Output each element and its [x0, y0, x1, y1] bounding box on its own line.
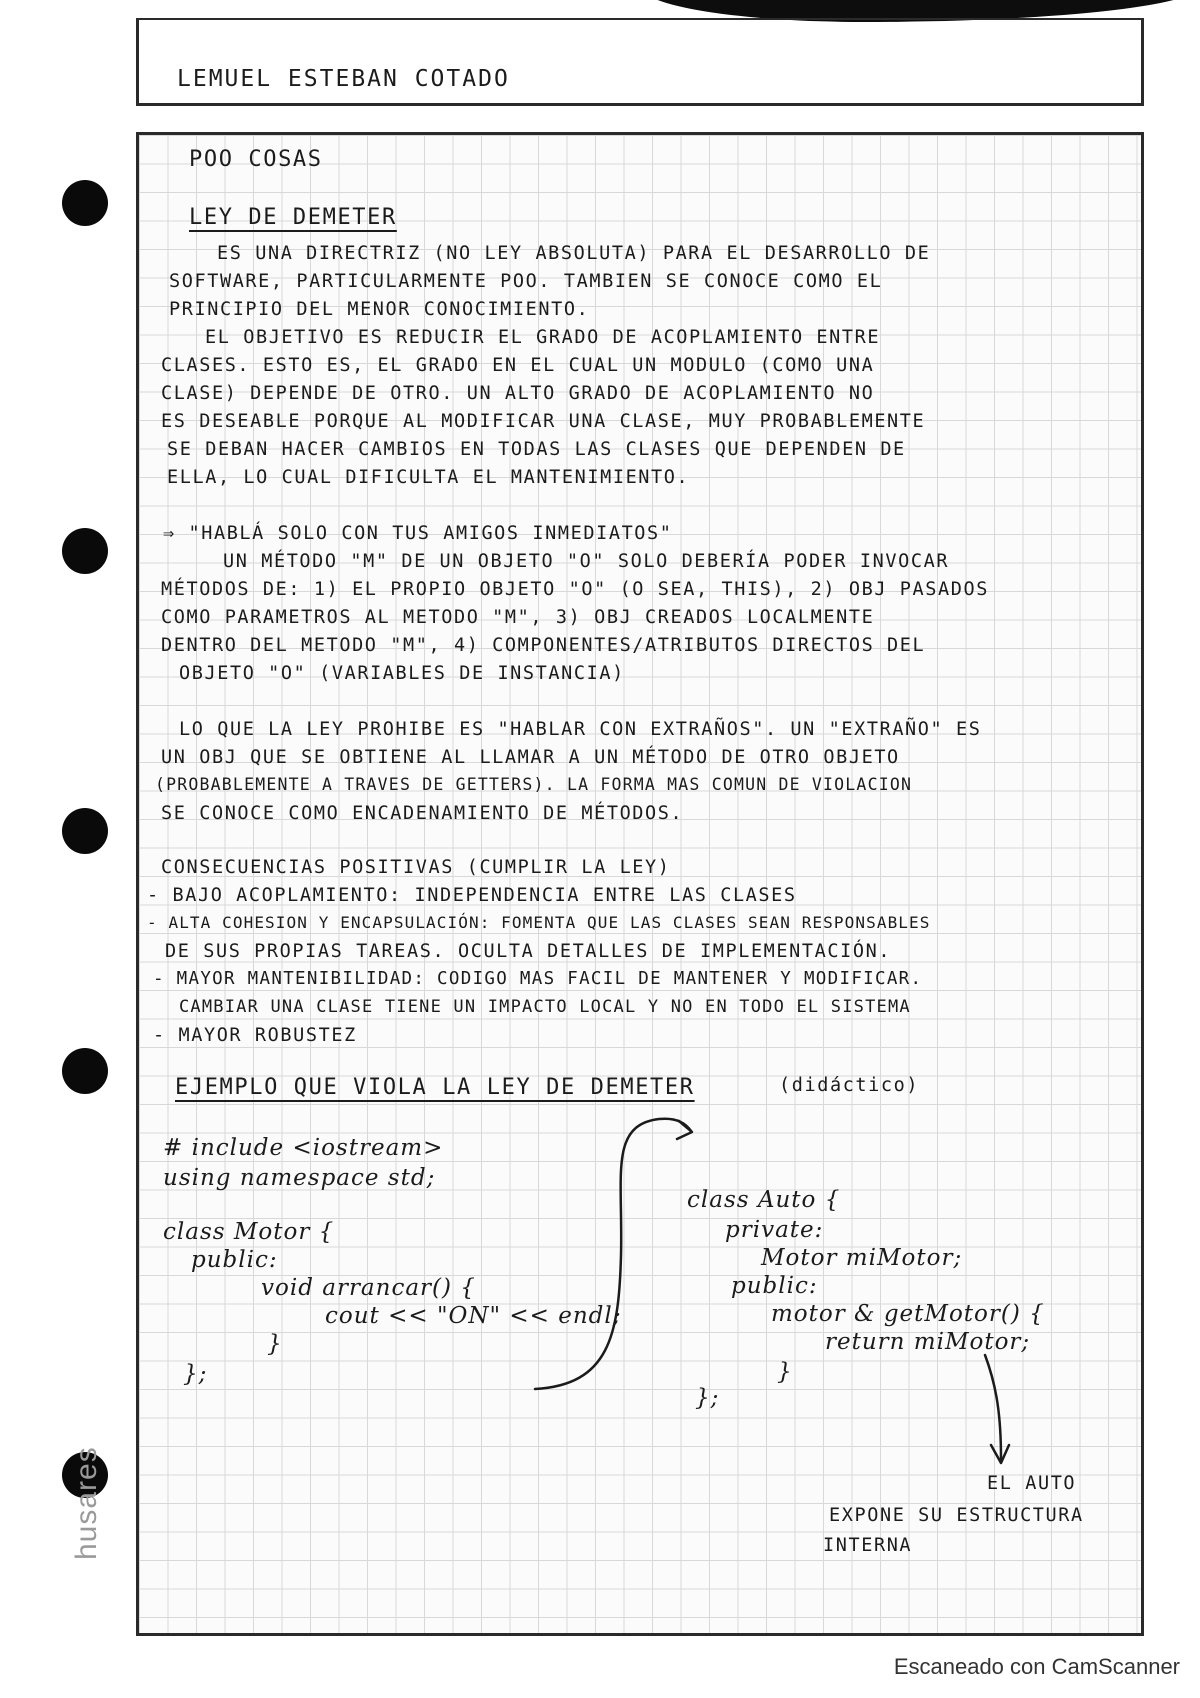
- code-line: class Auto {: [687, 1187, 841, 1213]
- hand-drawn-arrows: [139, 135, 1141, 1633]
- consequence-item: - MAYOR MANTENIBILIDAD: CODIGO MAS FACIL DE MANTENER Y MODIFICAR.: [153, 969, 923, 989]
- text-line: SOFTWARE, PARTICULARMENTE POO. TAMBIEN SE CONOCE COMO EL: [169, 271, 883, 292]
- code-line: };: [695, 1385, 720, 1411]
- page-title: POO COSAS: [189, 147, 323, 172]
- binder-hole: [62, 808, 108, 854]
- grid-notebook-page: [136, 132, 1144, 1636]
- text-line: (PROBABLEMENTE A TRAVES DE GETTERS). LA FORMA MAS COMUN DE VIOLACION: [155, 775, 913, 794]
- example-heading: EJEMPLO QUE VIOLA LA LEY DE DEMETER: [175, 1075, 695, 1100]
- consequences-heading: CONSECUENCIAS POSITIVAS (CUMPLIR LA LEY): [161, 857, 671, 878]
- section-heading: LEY DE DEMETER: [189, 205, 397, 230]
- consequence-item: - ALTA COHESION Y ENCAPSULACIÓN: FOMENTA QUE LAS CLASES SEAN RESPONSABLES: [147, 913, 931, 932]
- code-line: }: [267, 1331, 283, 1357]
- code-line: class Motor {: [163, 1219, 335, 1245]
- code-line: }: [777, 1359, 793, 1385]
- annotation-line: EL AUTO: [987, 1473, 1077, 1494]
- code-line: void arrancar() {: [261, 1275, 476, 1301]
- text-line: OBJETO "O" (VARIABLES DE INSTANCIA): [179, 663, 625, 684]
- text-line: SE CONOCE COMO ENCADENAMIENTO DE MÉTODOS.: [161, 803, 684, 824]
- text-line: ⇒ "HABLÁ SOLO CON TUS AMIGOS INMEDIATOS": [163, 523, 673, 544]
- camscanner-label: Escaneado con CamScanner: [893, 1654, 1180, 1679]
- binder-hole: [62, 528, 108, 574]
- binder-hole: [62, 1048, 108, 1094]
- text-line: DENTRO DEL METODO "M", 4) COMPONENTES/ATRIBUTOS DIRECTOS DEL: [161, 635, 926, 656]
- text-line: ES UNA DIRECTRIZ (NO LEY ABSOLUTA) PARA EL DESARROLLO DE: [217, 243, 931, 264]
- code-line: motor & getMotor() {: [771, 1301, 1045, 1327]
- consequence-item: - MAYOR ROBUSTEZ: [153, 1025, 357, 1046]
- text-line: CLASE) DEPENDE DE OTRO. UN ALTO GRADO DE ACOPLAMIENTO NO: [161, 383, 875, 404]
- consequence-item: - BAJO ACOPLAMIENTO: INDEPENDENCIA ENTRE LAS CLASES: [147, 885, 797, 906]
- consequence-item: DE SUS PROPIAS TAREAS. OCULTA DETALLES DE IMPLEMENTACIÓN.: [165, 941, 892, 962]
- notebook-brand: husares: [70, 1446, 103, 1560]
- text-line: COMO PARAMETROS AL METODO "M", 3) OBJ CREADOS LOCALMENTE: [161, 607, 875, 628]
- text-line: UN MÉTODO "M" DE UN OBJETO "O" SOLO DEBERÍA PODER INVOCAR: [223, 551, 950, 572]
- code-line: using namespace std;: [163, 1165, 436, 1191]
- text-line: SE DEBAN HACER CAMBIOS EN TODAS LAS CLASES QUE DEPENDEN DE: [167, 439, 906, 460]
- code-line: Motor miMotor;: [761, 1245, 963, 1271]
- author-name: LEMUEL ESTEBAN COTADO: [177, 66, 510, 92]
- code-line: private:: [725, 1217, 824, 1243]
- text-line: UN OBJ QUE SE OBTIENE AL LLAMAR A UN MÉTODO DE OTRO OBJETO: [161, 747, 900, 768]
- text-line: MÉTODOS DE: 1) EL PROPIO OBJETO "O" (O SEA, THIS), 2) OBJ PASADOS: [161, 579, 989, 600]
- example-note: (didáctico): [779, 1075, 920, 1096]
- annotation-line: EXPONE SU ESTRUCTURA: [829, 1505, 1084, 1526]
- text-line: LO QUE LA LEY PROHIBE ES "HABLAR CON EXTRAÑOS". UN "EXTRAÑO" ES: [179, 719, 982, 740]
- code-line: };: [183, 1361, 208, 1387]
- code-line: # include <iostream>: [163, 1135, 444, 1161]
- code-line: cout << "ON" << endl;: [325, 1303, 622, 1329]
- code-line: return miMotor;: [825, 1329, 1031, 1355]
- text-line: CLASES. ESTO ES, EL GRADO EN EL CUAL UN MODULO (COMO UNA: [161, 355, 875, 376]
- code-line: public:: [191, 1247, 278, 1273]
- text-line: ES DESEABLE PORQUE AL MODIFICAR UNA CLASE, MUY PROBABLEMENTE: [161, 411, 926, 432]
- text-line: EL OBJETIVO ES REDUCIR EL GRADO DE ACOPLAMIENTO ENTRE: [205, 327, 881, 348]
- name-header-box: [136, 18, 1144, 106]
- binder-hole: [62, 180, 108, 226]
- text-line: ELLA, LO CUAL DIFICULTA EL MANTENIMIENTO.: [167, 467, 690, 488]
- consequence-item: CAMBIAR UNA CLASE TIENE UN IMPACTO LOCAL Y NO EN TODO EL SISTEMA: [179, 997, 911, 1017]
- text-line: PRINCIPIO DEL MENOR CONOCIMIENTO.: [169, 299, 590, 320]
- annotation-line: INTERNA: [823, 1535, 913, 1556]
- code-line: public:: [731, 1273, 818, 1299]
